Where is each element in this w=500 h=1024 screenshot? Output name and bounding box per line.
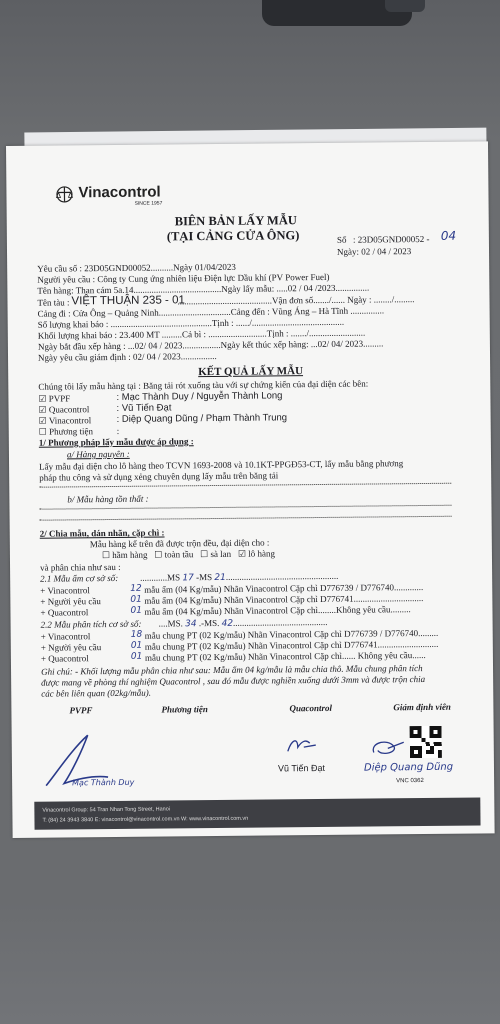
option-label: hầm hàng [112,549,148,560]
s21-to-label: MS [199,572,213,583]
field-declared-weight: Khối lượng khai báo : 23.400 MT .........Cả bì : ..........................Tịnh : ......./......................... [37,327,366,341]
company-since: SINCE 1957 [134,200,163,207]
field-requester: Người yêu cầu : Công ty Cung ứng nhiên liệu Điện lực Dầu khí (PV Power Fuel) [37,271,330,285]
quacontrol-name: Vũ Tiến Đạt [277,762,326,774]
party-names: : Diệp Quang Dũng / Phạm Thành Trung [116,412,288,425]
background-object-2 [385,0,425,12]
s22-row-text: mẫu chung PT (02 Kg/mẫu) Nhãn Vinacontrol Cặp chì D776739 / D776740......... [144,627,439,641]
s22-row-who: + Người yêu cầu [40,642,102,653]
dotted-line [40,516,452,521]
sig-header-quacontrol: Quacontrol [289,702,332,714]
inspector-signature-icon [368,736,408,758]
option-check: ☐ [101,550,111,561]
pvpf-signature-name: Mạc Thành Duy [72,777,135,788]
field-ship-label: Tên tàu : [37,297,70,308]
doc-title-line2: (TẠI CẢNG CỬA ÔNG) [166,228,300,244]
party-check: ☑ [38,393,47,404]
section2-line1: Mẫu hàng kể trên đã được trộn đều, đại diện cho : [89,537,270,550]
s22-row-text: mẫu chung PT (02 Kg/mẫu) Nhãn Vinacontrol Cặp chì...... Không yêu cầu...... [144,649,426,663]
section2-options [102,548,275,561]
s21-to-hand: 21 [214,572,226,584]
footer-address: Vinacontrol Group: 54 Tran Nhan Tong Street, Hanoi [42,806,171,814]
vinacontrol-logo-icon [54,185,74,203]
doc-number-handwritten: 04 [440,228,457,243]
s22-to-hand: 42 [221,618,234,629]
sig-header-vessel: Phương tiện [161,704,208,715]
field-inspection-date: Ngày yêu cầu giám định : 02/ 04 / 2023................ [37,350,217,363]
party-check: ☐ [38,426,47,437]
s22-from-hand: 34 [185,619,197,630]
option-label: sà lan [210,548,232,560]
s22-row-hand: 01 [130,640,143,651]
option-label: toàn tầu [164,549,194,560]
footer-contacts: T: (84) 24 3943 3840 E: vinacontrol@vinacontrol.com.vn W: www.vinacontrol.com.vn [42,815,249,824]
party-names: : Mạc Thành Duy / Nguyễn Thành Long [116,390,283,403]
party-row [38,393,70,404]
party-check: ☑ [38,404,47,415]
section2-line2: và phân chia như sau : [40,561,121,573]
note-line2: được mang về phòng thí nghiệm Quacontrol , sau đó mẫu được nghiền xuống dưới 3mm và được trộn chia [41,674,426,688]
party-row [38,404,89,415]
option-label: lô hàng [248,548,276,559]
inspector-code: VNC 0362 [396,778,424,785]
s22-label: 2.2 Mẫu phân tích cơ sở số: [40,618,142,630]
intro-text: Chúng tôi lấy mẫu hàng tại : Băng tải rót xuống tàu với sự chứng kiến của đại diện các bên: [38,378,369,392]
field-loading-dates: Ngày bắt đầu xếp hàng : ...02/ 04 / 2023.................Ngày kết thúc xếp hàng: ...02/ 04/ 2023......... [37,338,384,352]
s22-row-text: mẫu chung PT (02 Kg/mẫu) Nhãn Vinacontrol Cặp chì D776741........................... [144,638,439,652]
doc-title-line1: BIÊN BẢN LẤY MẪU [174,213,297,229]
section1-text1: Lấy mẫu đại diện cho lô hàng theo TCVN 1693-2008 và 10.1KT-PPGĐ53-CT, lấy mẫu bằng phương [39,458,404,472]
party-names: : [116,425,120,436]
s21-row-who: + Quacontrol [40,607,89,618]
dotted-line [39,505,451,510]
party-row [39,415,92,427]
document-page [6,141,495,838]
s22-range: ....MS. 34 .-MS. 42.......................................... [158,616,328,630]
option-check: ☐ [200,549,209,560]
note-line1: Ghi chú: - Khối lượng mẫu phân chia như sau: Mẫu ẩm 04 kg/mẫu là mẫu chia thô. Mẫu chung phân tích [40,663,423,677]
party-check: ☑ [38,415,47,426]
field-goods: Tên hàng: Than cám 5a.14.......................................Ngày lấy mẫu: .....02 / 04 /2023............... [37,282,370,296]
s21-row-who: + Người yêu cầu [40,596,101,607]
note-line3: các bên liên quan (02kg/mẫu). [41,687,152,699]
party-org: Phương tiện [49,426,94,437]
field-declared-qty: Số lượng khai báo : .............................................Tịnh : ....../......................................... [37,316,345,330]
page-footer [34,797,480,829]
sig-header-pvpf: PVPF [69,705,93,716]
qr-code-icon [410,726,442,758]
section1-sub-a: a/ Hàng nguyên : [66,448,130,460]
s21-range: ............MS 17 -MS 21.................................................. [140,570,339,584]
s21-row-hand: 12 [130,583,142,594]
doc-number-label: Số [336,234,347,245]
s21-from-hand: 17 [182,573,194,584]
s22-row-who: + Vinacontrol [40,631,91,642]
s21-from-label: MS [167,572,181,583]
section1-sub-b: b/ Mẫu hàng tồn thất : [67,493,149,505]
party-org: Vinacontrol [48,415,92,426]
s22-from-label: MS [167,618,181,629]
sig-header-inspector: Giám định viên [393,701,451,713]
s22-to-label: MS [204,617,218,629]
s21-row-hand: 01 [130,605,142,616]
s22-row-hand: 18 [130,629,143,640]
s22-row-who: + Quacontrol [40,653,89,664]
doc-number: : 23D05GND00052 - [352,233,430,245]
company-name: Vinacontrol [78,183,161,202]
result-title: KẾT QUẢ LẤY MẪU [198,365,304,379]
quacontrol-signature [290,735,308,746]
s22-row-hand: 01 [130,651,143,662]
field-ports: Cảng đi : Cửa Ông – Quảng Ninh................................Cảng đến : Vũng Áng – Hà Tĩnh ............... [37,305,385,319]
section1-title: 1/ Phương pháp lấy mẫu được áp dụng : [38,436,194,448]
s21-row-text: mẫu ẩm (04 Kg/mẫu) Nhãn Vinacontrol Cặp chì D776741............................... [144,593,424,606]
inspector-name: Diệp Quang Dũng [363,761,454,774]
field-bill: ..........................................Vận đơn số......./...... Ngày : ......../......... [177,294,415,307]
party-names: : Vũ Tiến Đạt [116,402,172,414]
field-ship-name: VIỆT THUẬN 235 - 01 [71,294,185,308]
party-row [39,426,93,438]
s21-row-text: mẫu ẩm (04 Kg/mẫu) Nhãn Vinacontrol Cặp chì........Không yêu cầu......... [144,604,411,617]
s21-row-who: + Vinacontrol [40,585,90,596]
s21-row-hand: 01 [130,594,142,605]
s21-row-text: mẫu ẩm (04 Kg/mẫu) Nhãn Vinacontrol Cặp chì D776739 / D776740............. [144,582,424,595]
field-request-no: Yêu cầu số : 23D05GND00052..........Ngày 01/04/2023 [37,261,236,274]
party-org: PVPF [48,393,71,404]
dotted-line [39,483,451,488]
section1-text2: pháp thu công và sử dụng xẻng chuyên dụng lấy mẫu trên băng tải [39,470,279,483]
party-org: Quacontrol [48,404,90,415]
doc-date: Ngày: 02 / 04 / 2023 [336,246,412,257]
option-check: ☐ [154,549,163,560]
s21-label: 2.1 Mẫu ẩm cơ sở số: [40,572,119,584]
section2-title: 2/ Chia mẫu, dán nhãn, cặp chì : [39,527,165,539]
option-check: ☑ [237,548,247,559]
